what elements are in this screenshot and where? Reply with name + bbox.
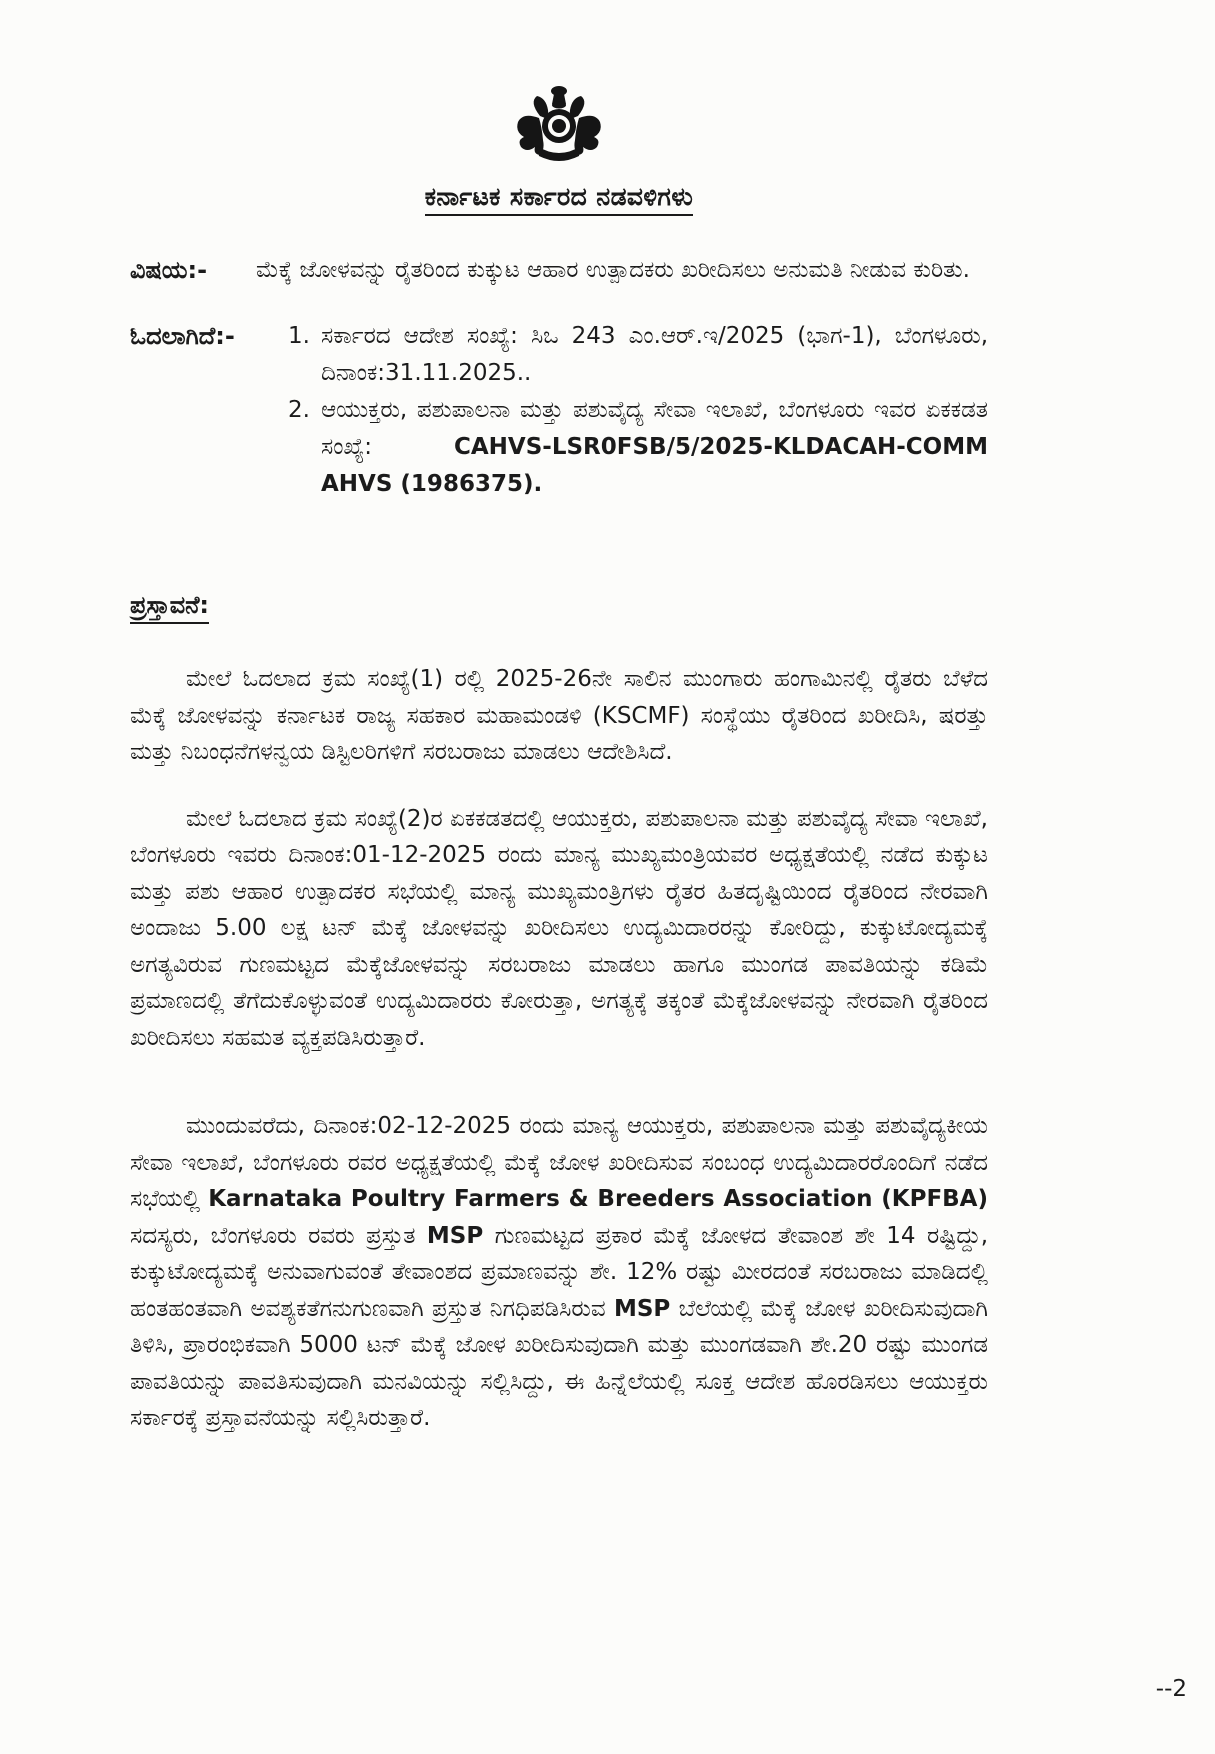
read-items xyxy=(288,318,988,503)
para3-msp-2: MSP xyxy=(613,1295,671,1322)
page-number: --2 xyxy=(1155,1676,1187,1702)
read-label: ಓದಲಾಗಿದೆ:- xyxy=(130,322,235,350)
read-item-2-number: 2. xyxy=(288,397,310,423)
document-content xyxy=(130,0,988,1437)
page-title xyxy=(130,182,988,212)
para3-association-name: Karnataka Poultry Farmers & Breeders Association (KPFBA) xyxy=(208,1186,988,1212)
subject-section xyxy=(130,252,988,288)
read-item-1 xyxy=(288,318,988,392)
karnataka-state-emblem-icon xyxy=(509,84,609,170)
read-item-1-text: ಸರ್ಕಾರದ ಆದೇಶ ಸಂಖ್ಯೆ: ಸಿಒ 243 ಎಂ.ಆರ್.ಇ/2025 (ಭಾಗ-1), ಬೆಂಗಳೂರು, ದಿನಾಂಕ:31.11.2025.. xyxy=(321,323,988,386)
read-item-1-number: 1. xyxy=(288,323,310,349)
subject-label: ವಿಷಯ:- xyxy=(130,256,208,284)
read-item-2-file-number: CAHVS-LSR0FSB/5/2025-KLDACAH-COMM AHVS (1986375). xyxy=(321,434,988,497)
read-section xyxy=(130,318,988,503)
page-title-text: ಕರ್ನಾಟಕ ಸರ್ಕಾರದ ನಡವಳಿಗಳು xyxy=(425,182,694,216)
para3-msp-1: MSP xyxy=(426,1222,484,1249)
read-item-2-text xyxy=(321,392,988,503)
para3-segment-3: ಸದಸ್ಯರು, ಬೆಂಗಳೂರು ರವರು ಪ್ರಸ್ತುತ xyxy=(130,1222,427,1249)
emblem-container xyxy=(130,84,988,170)
preamble-paragraph-2: ಮೇಲೆ ಓದಲಾದ ಕ್ರಮ ಸಂಖ್ಯೆ(2)ರ ಏಕಕಡತದಲ್ಲಿ ಆಯುಕ್ತರು, ಪಶುಪಾಲನಾ ಮತ್ತು ಪಶುವೈದ್ಯ ಸೇವಾ ಇಲಾಖೆ, ಬೆಂಗಳೂರು ಇವರು ದಿನಾಂಕ:01-12-2025 ರಂದು ಮಾನ್ಯ ಮುಖ್ಯಮಂತ್ರಿಯವರ ಅಧ್ಯಕ್ಷತೆಯಲ್ಲಿ ನಡೆದ ಕುಕ್ಕುಟ ಮತ್ತು ಪಶು ಆಹಾರ ಉತ್ಪಾದಕರ ಸಭೆಯಲ್ಲಿ ಮಾನ್ಯ ಮುಖ್ಯಮಂತ್ರಿಗಳು ರೈತರ ಹಿತದೃಷ್ಟಿಯಿಂದ ರೈತರಿಂದ ನೇರವಾಗಿ ಅಂದಾಜು 5.00 ಲಕ್ಷ ಟನ್ ಮೆಕ್ಕೆ ಜೋಳವನ್ನು ಖರೀದಿಸಲು ಉದ್ಯಮಿದಾರರನ್ನು ಕೋರಿದ್ದು, ಕುಕ್ಕುಟೋದ್ಯಮಕ್ಕೆ ಅಗತ್ಯವಿರುವ ಗುಣಮಟ್ಟದ ಮೆಕ್ಕೆಜೋಳವನ್ನು ಸರಬರಾಜು ಮಾಡಲು ಹಾಗೂ ಮುಂಗಡ ಪಾವತಿಯನ್ನು ಕಡಿಮೆ ಪ್ರಮಾಣದಲ್ಲಿ ತೆಗೆದುಕೊಳ್ಳುವಂತೆ ಉದ್ಯಮಿದಾರರು ಕೋರುತ್ತಾ, ಅಗತ್ಯಕ್ಕೆ ತಕ್ಕಂತೆ ಮೆಕ್ಕೆಜೋಳವನ್ನು ನೇರವಾಗಿ ರೈತರಿಂದ ಖರೀದಿಸಲು ಸಹಮತ ವ್ಯಕ್ತಪಡಿಸಿರುತ್ತಾರೆ. xyxy=(130,805,988,1051)
read-item-2 xyxy=(288,392,988,503)
subject-text: ಮೆಕ್ಕೆ ಜೋಳವನ್ನು ರೈತರಿಂದ ಕುಕ್ಕುಟ ಆಹಾರ ಉತ್ಪಾದಕರು ಖರೀದಿಸಲು ಅನುಮತಿ ನೀಡುವ ಕುರಿತು. xyxy=(256,257,970,283)
para3-segment-7: ಬೆಲೆಯಲ್ಲಿ ಮೆಕ್ಕೆ ಜೋಳ ಖರೀದಿಸುವುದಾಗಿ ತಿಳಿಸಿ, ಪ್ರಾರಂಭಿಕವಾಗಿ 5000 ಟನ್ ಮೆಕ್ಕೆ ಜೋಳ ಖರೀದಿಸುವುದಾಗಿ ಮತ್ತು ಮುಂಗಡವಾಗಿ ಶೇ.20 ರಷ್ಟು ಮುಂಗಡ ಪಾವತಿಯನ್ನು ಪಾವತಿಸುವುದಾಗಿ ಮನವಿಯನ್ನು ಸಲ್ಲಿಸಿದ್ದು, ಈ ಹಿನ್ನೆಲೆಯಲ್ಲಿ ಸೂಕ್ತ ಆದೇಶ ಹೊರಡಿಸಲು ಆಯುಕ್ತರು ಸರ್ಕಾರಕ್ಕೆ ಪ್ರಸ್ತಾವನೆಯನ್ನು ಸಲ್ಲಿಸಿರುತ್ತಾರೆ. xyxy=(130,1295,989,1431)
preamble-heading-text: ಪ್ರಸ್ತಾವನೆ: xyxy=(130,591,209,624)
preamble-heading xyxy=(130,591,988,619)
preamble-paragraph-3 xyxy=(130,1108,988,1437)
preamble-paragraph-1: ಮೇಲೆ ಓದಲಾದ ಕ್ರಮ ಸಂಖ್ಯೆ(1) ರಲ್ಲಿ 2025-26ನೇ ಸಾಲಿನ ಮುಂಗಾರು ಹಂಗಾಮಿನಲ್ಲಿ ರೈತರು ಬೆಳೆದ ಮೆಕ್ಕೆ ಜೋಳವನ್ನು ಕರ್ನಾಟಕ ರಾಜ್ಯ ಸಹಕಾರ ಮಹಾಮಂಡಳಿ (KSCMF) ಸಂಸ್ಥೆಯು ರೈತರಿಂದ ಖರೀದಿಸಿ, ಷರತ್ತು ಮತ್ತು ನಿಬಂಧನೆಗಳನ್ವಯ ಡಿಸ್ಟಿಲರಿಗಳಿಗೆ ಸರಬರಾಜು ಮಾಡಲು ಆದೇಶಿಸಿದೆ. xyxy=(130,666,988,765)
para3-segment-1: ಮುಂದುವರೆದು, ದಿನಾಂಕ:02-12-2025 ರಂದು ಮಾನ್ಯ ಆಯುಕ್ತರು, ಪಶುಪಾಲನಾ ಮತ್ತು ಪಶುವೈದ್ಯಕೀಯ ಸೇವಾ ಇಲಾಖೆ, ಬೆಂಗಳೂರು ರವರ ಅಧ್ಯಕ್ಷತೆಯಲ್ಲಿ ಮೆಕ್ಕೆ ಜೋಳ ಖರೀದಿಸುವ ಸಂಬಂಧ ಉದ್ಯಮಿದಾರರೊಂದಿಗೆ ನಡೆದ ಸಭೆಯಲ್ಲಿ xyxy=(130,1113,988,1212)
read-item-2-segment-kannada: ಆಯುಕ್ತರು, ಪಶುಪಾಲನಾ ಮತ್ತು ಪಶುವೈದ್ಯ ಸೇವಾ ಇಲಾಖೆ, ಬೆಂಗಳೂರು ಇವರ ಏಕಕಡತ ಸಂಖ್ಯೆ: xyxy=(321,397,988,460)
para3-segment-5: ಗುಣಮಟ್ಟದ ಪ್ರಕಾರ ಮೆಕ್ಕೆ ಜೋಳದ ತೇವಾಂಶ ಶೇ 14 ರಷ್ಟಿದ್ದು, ಕುಕ್ಕುಟೋದ್ಯಮಕ್ಕೆ ಅನುವಾಗುವಂತೆ ತೇವಾಂಶದ ಪ್ರಮಾಣವನ್ನು ಶೇ. 12% ರಷ್ಟು ಮೀರದಂತೆ ಸರಬರಾಜು ಮಾಡಿದಲ್ಲಿ ಹಂತಹಂತವಾಗಿ ಅವಶ್ಯಕತೆಗನುಗುಣವಾಗಿ ಪ್ರಸ್ತುತ ನಿಗಧಿಪಡಿಸಿರುವ xyxy=(130,1222,989,1322)
